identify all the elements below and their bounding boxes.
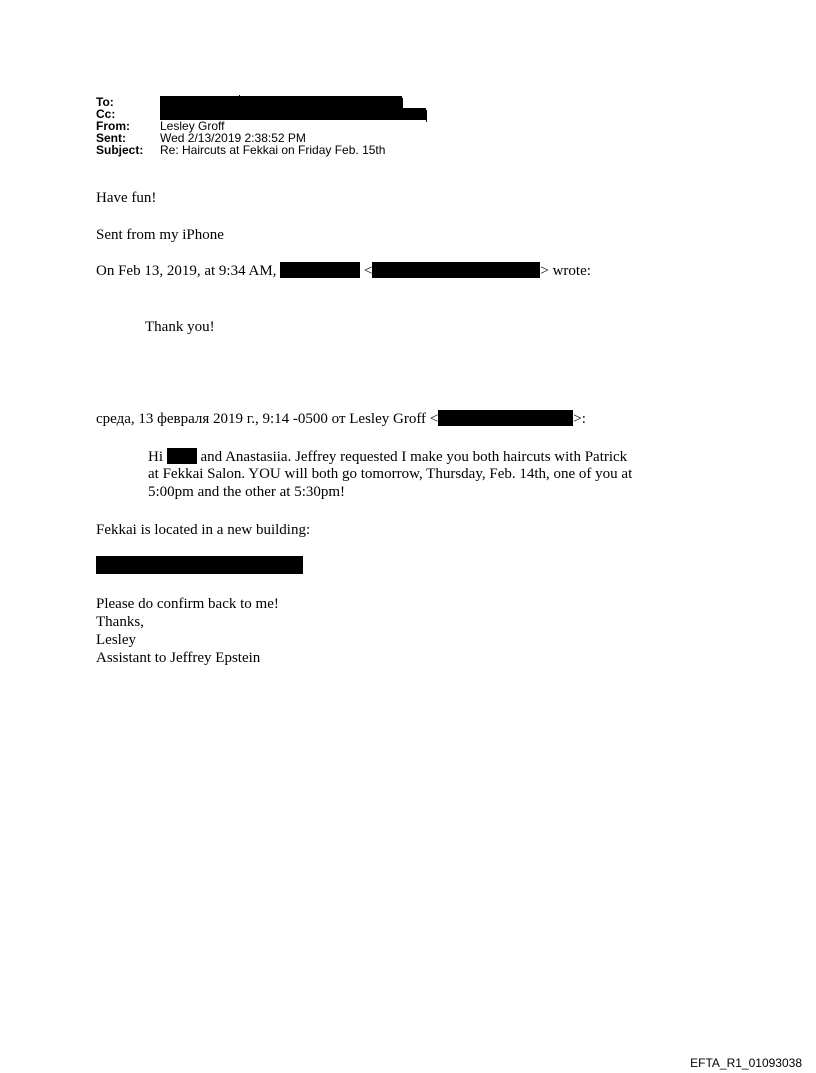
- confirm-line: Please do confirm back to me!: [96, 596, 279, 612]
- message-line-3: 5:00pm and the other at 5:30pm!: [148, 484, 346, 500]
- quote2-suffix: >:: [573, 411, 586, 427]
- quote1-prefix: On Feb 13, 2019, at 9:34 AM,: [96, 263, 277, 279]
- from-label: From:: [96, 119, 130, 133]
- redaction-divider: [259, 106, 260, 118]
- redaction-recipient-name: [167, 448, 197, 464]
- quote-header-2: [96, 410, 586, 428]
- document-id: EFTA_R1_01093038: [690, 1056, 802, 1070]
- redaction-divider: [221, 106, 222, 118]
- signature-title: Assistant to Jeffrey Epstein: [96, 650, 261, 666]
- body-line-have-fun: Have fun!: [96, 190, 157, 206]
- redaction-divider: [239, 95, 240, 107]
- location-line: Fekkai is located in a new building:: [96, 522, 311, 538]
- message-line-1: [148, 448, 627, 466]
- redaction-sender-email: [372, 262, 540, 278]
- to-label: To:: [96, 95, 114, 109]
- sent-value: Wed 2/13/2019 2:38:52 PM: [160, 131, 306, 145]
- body-line-sent-from: Sent from my iPhone: [96, 227, 224, 243]
- thanks-line: Thanks,: [96, 614, 144, 630]
- redaction-sender-name: [280, 262, 360, 278]
- message-line-1-text: and Anastasiia. Jeffrey requested I make you both haircuts with Patrick: [200, 449, 628, 465]
- cc-label: Cc:: [96, 107, 116, 121]
- hi-word: Hi: [148, 449, 163, 465]
- redaction-to: [160, 96, 402, 108]
- quote2-prefix: среда, 13 февраля 2019 г., 9:14 -0500 от Lesley Groff <: [96, 411, 439, 427]
- subject-label: Subject:: [96, 143, 144, 157]
- redaction-groff-email: [438, 410, 573, 426]
- quote1-open: <: [363, 263, 373, 279]
- sent-label: Sent:: [96, 131, 126, 145]
- signature-name: Lesley: [96, 632, 136, 648]
- subject-value: Re: Haircuts at Fekkai on Friday Feb. 15th: [160, 143, 386, 157]
- quote1-suffix: > wrote:: [540, 263, 591, 279]
- thank-you-line: Thank you!: [145, 319, 215, 335]
- redaction-divider: [426, 110, 427, 122]
- quote-header-1: [96, 262, 591, 280]
- message-line-2: at Fekkai Salon. YOU will both go tomorrow, Thursday, Feb. 14th, one of you at: [148, 466, 633, 482]
- redaction-address: [96, 556, 303, 574]
- from-value: Lesley Groff: [160, 119, 225, 133]
